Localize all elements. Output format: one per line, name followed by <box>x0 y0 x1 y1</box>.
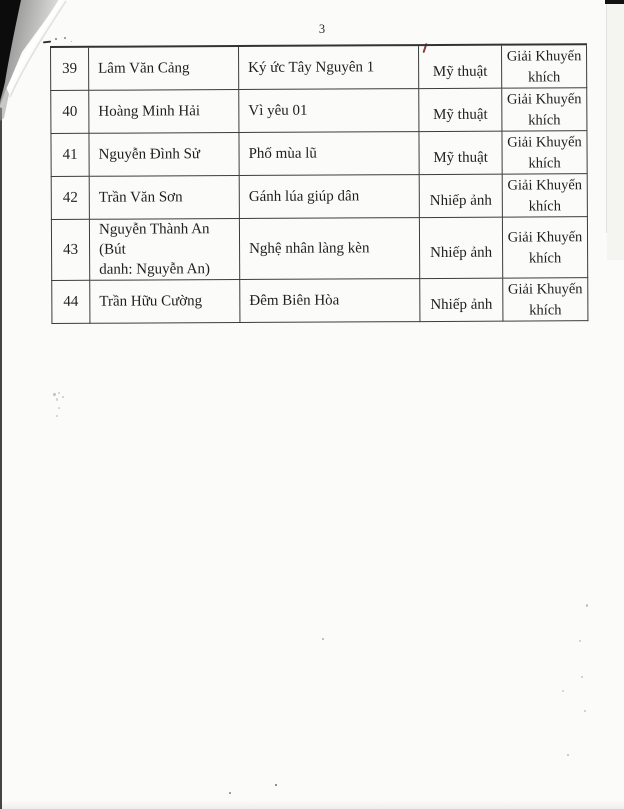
table-cell-category: Nhiếp ảnh <box>419 217 502 278</box>
pencil-smudge <box>62 396 64 398</box>
table-cell-title: Gánh lúa giúp dân <box>239 175 419 219</box>
table-row <box>51 88 587 134</box>
scanner-edge-top-right <box>605 0 624 4</box>
table-row <box>52 278 588 324</box>
pencil-smudge <box>58 392 60 394</box>
pencil-smudge <box>53 393 56 396</box>
scan-speck <box>586 604 588 607</box>
table-cell-award: Giải Khuyến khích <box>502 88 587 131</box>
table-cell-category: Nhiếp ảnh <box>420 278 503 321</box>
table-cell-title: Ký ức Tây Nguyên 1 <box>239 45 419 89</box>
pencil-smudge <box>56 398 58 401</box>
table-cell-name: Nguyễn Thành An (Bút danh: Nguyễn An) <box>89 219 239 281</box>
table-cell-award: Giải Khuyến khích <box>501 44 586 88</box>
table-cell-no: 39 <box>51 47 89 91</box>
table-cell-title: Phố mùa lũ <box>239 132 419 176</box>
table-cell-name: Trần Văn Sơn <box>89 176 239 220</box>
table-cell-name: Hoàng Minh Hải <box>89 90 239 134</box>
table-cell-category: Mỹ thuật <box>419 45 502 89</box>
scan-speck <box>229 792 231 794</box>
awards-table-body <box>51 44 588 323</box>
table-cell-category: Mỹ thuật <box>419 131 502 174</box>
page-number: 3 <box>318 22 326 36</box>
table-cell-title: Đêm Biên Hòa <box>240 279 420 323</box>
table-cell-no: 40 <box>51 90 89 133</box>
table-row <box>51 44 587 90</box>
scan-speck <box>55 38 57 40</box>
pencil-smudge <box>56 415 58 417</box>
awards-table <box>50 43 588 324</box>
table-cell-name: Nguyễn Đình Sử <box>89 133 239 177</box>
table-cell-title: Vì yêu 01 <box>239 89 419 133</box>
scan-speck <box>579 640 581 642</box>
scan-speck <box>584 710 586 712</box>
table-cell-name: Lâm Văn Cảng <box>89 46 239 90</box>
table-cell-no: 42 <box>51 176 89 219</box>
table-cell-no: 43 <box>51 219 89 280</box>
table-cell-award: Giải Khuyến khích <box>503 278 588 321</box>
table-cell-name: Trần Hữu Cường <box>90 280 240 324</box>
scan-speck <box>567 754 569 756</box>
table-row <box>51 174 587 220</box>
table-cell-award: Giải Khuyến khích <box>502 174 587 217</box>
scan-speck <box>562 690 564 692</box>
scan-speck <box>71 41 72 42</box>
table-cell-no: 41 <box>51 133 89 176</box>
table-cell-award: Giải Khuyến khích <box>502 217 587 278</box>
scan-speck <box>581 676 583 678</box>
scan-right-tint <box>607 0 624 260</box>
table-cell-no: 44 <box>52 280 90 323</box>
scan-speck <box>64 37 66 39</box>
table-cell-category: Nhiếp ảnh <box>419 174 502 217</box>
scan-speck <box>275 784 277 786</box>
table-row <box>51 131 587 177</box>
table-cell-award: Giải Khuyến khích <box>502 131 587 174</box>
scan-right-crease <box>606 3 607 233</box>
table-cell-category: Mỹ thuật <box>419 88 502 131</box>
scan-speck <box>322 638 324 640</box>
pencil-smudge <box>58 407 60 409</box>
table-row <box>51 217 587 281</box>
scan-bottom-shadow <box>0 801 624 809</box>
table-cell-title: Nghệ nhân làng kèn <box>239 218 419 280</box>
